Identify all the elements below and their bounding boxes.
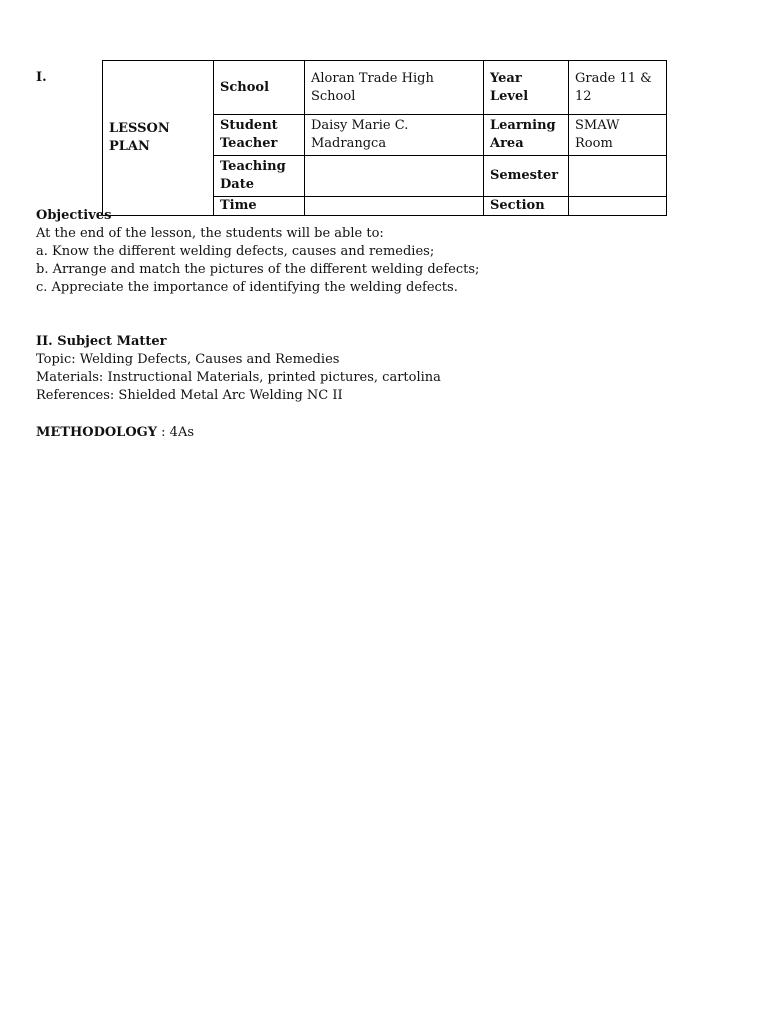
learning-area-value: SMAW Room	[569, 115, 667, 156]
semester-label: Semester	[484, 156, 569, 197]
school-label: School	[214, 61, 305, 115]
year-level-value	[569, 61, 667, 115]
student-teacher-value: Daisy Marie C. Madrangca	[305, 115, 484, 156]
references-line: References: Shielded Metal Arc Welding NC II	[36, 388, 343, 403]
year-level-line-1: Grade 11 &	[575, 70, 652, 86]
semester-value	[569, 156, 667, 197]
year-level-label: Year Level	[484, 61, 569, 115]
teaching-date-label-line-2: Date	[220, 177, 254, 192]
methodology-value: : 4As	[157, 425, 195, 440]
objective-item-c: c. Appreciate the importance of identifying the welding defects.	[36, 280, 458, 295]
student-teacher-label	[214, 115, 305, 156]
teaching-date-label	[214, 156, 305, 197]
lesson-plan-title	[103, 61, 214, 216]
teaching-date-label-line-1: Teaching	[220, 159, 286, 174]
learning-area-label	[484, 115, 569, 156]
materials-line: Materials: Instructional Materials, printed pictures, cartolina	[36, 370, 441, 385]
learning-area-label-line-2: Area	[490, 136, 524, 151]
time-label: Time	[214, 197, 305, 216]
methodology-line	[36, 424, 194, 442]
topic-line: Topic: Welding Defects, Causes and Remedies	[36, 352, 340, 367]
time-value	[305, 197, 484, 216]
lesson-plan-line-1: LESSON	[109, 121, 170, 136]
lesson-plan-line-2: PLAN	[109, 139, 150, 154]
methodology-label: METHODOLOGY	[36, 425, 158, 440]
school-value: Aloran Trade High School	[305, 61, 484, 115]
lesson-plan-header-table	[102, 60, 667, 216]
student-teacher-label-line-2: Teacher	[220, 136, 278, 151]
objective-item-b: b. Arrange and match the pictures of the different welding defects;	[36, 262, 480, 277]
section-label: Section	[484, 197, 569, 216]
objectives-intro: At the end of the lesson, the students will be able to:	[36, 226, 384, 241]
section-number-i: I.	[36, 70, 47, 85]
learning-area-label-line-1: Learning	[490, 118, 556, 133]
year-level-line-2: 12	[575, 88, 592, 104]
section-value	[569, 197, 667, 216]
objectives-heading: Objectives	[36, 208, 112, 223]
student-teacher-label-line-1: Student	[220, 118, 278, 133]
subject-matter-heading: II. Subject Matter	[36, 334, 167, 349]
objective-item-a: a. Know the different welding defects, causes and remedies;	[36, 244, 435, 259]
teaching-date-value	[305, 156, 484, 197]
